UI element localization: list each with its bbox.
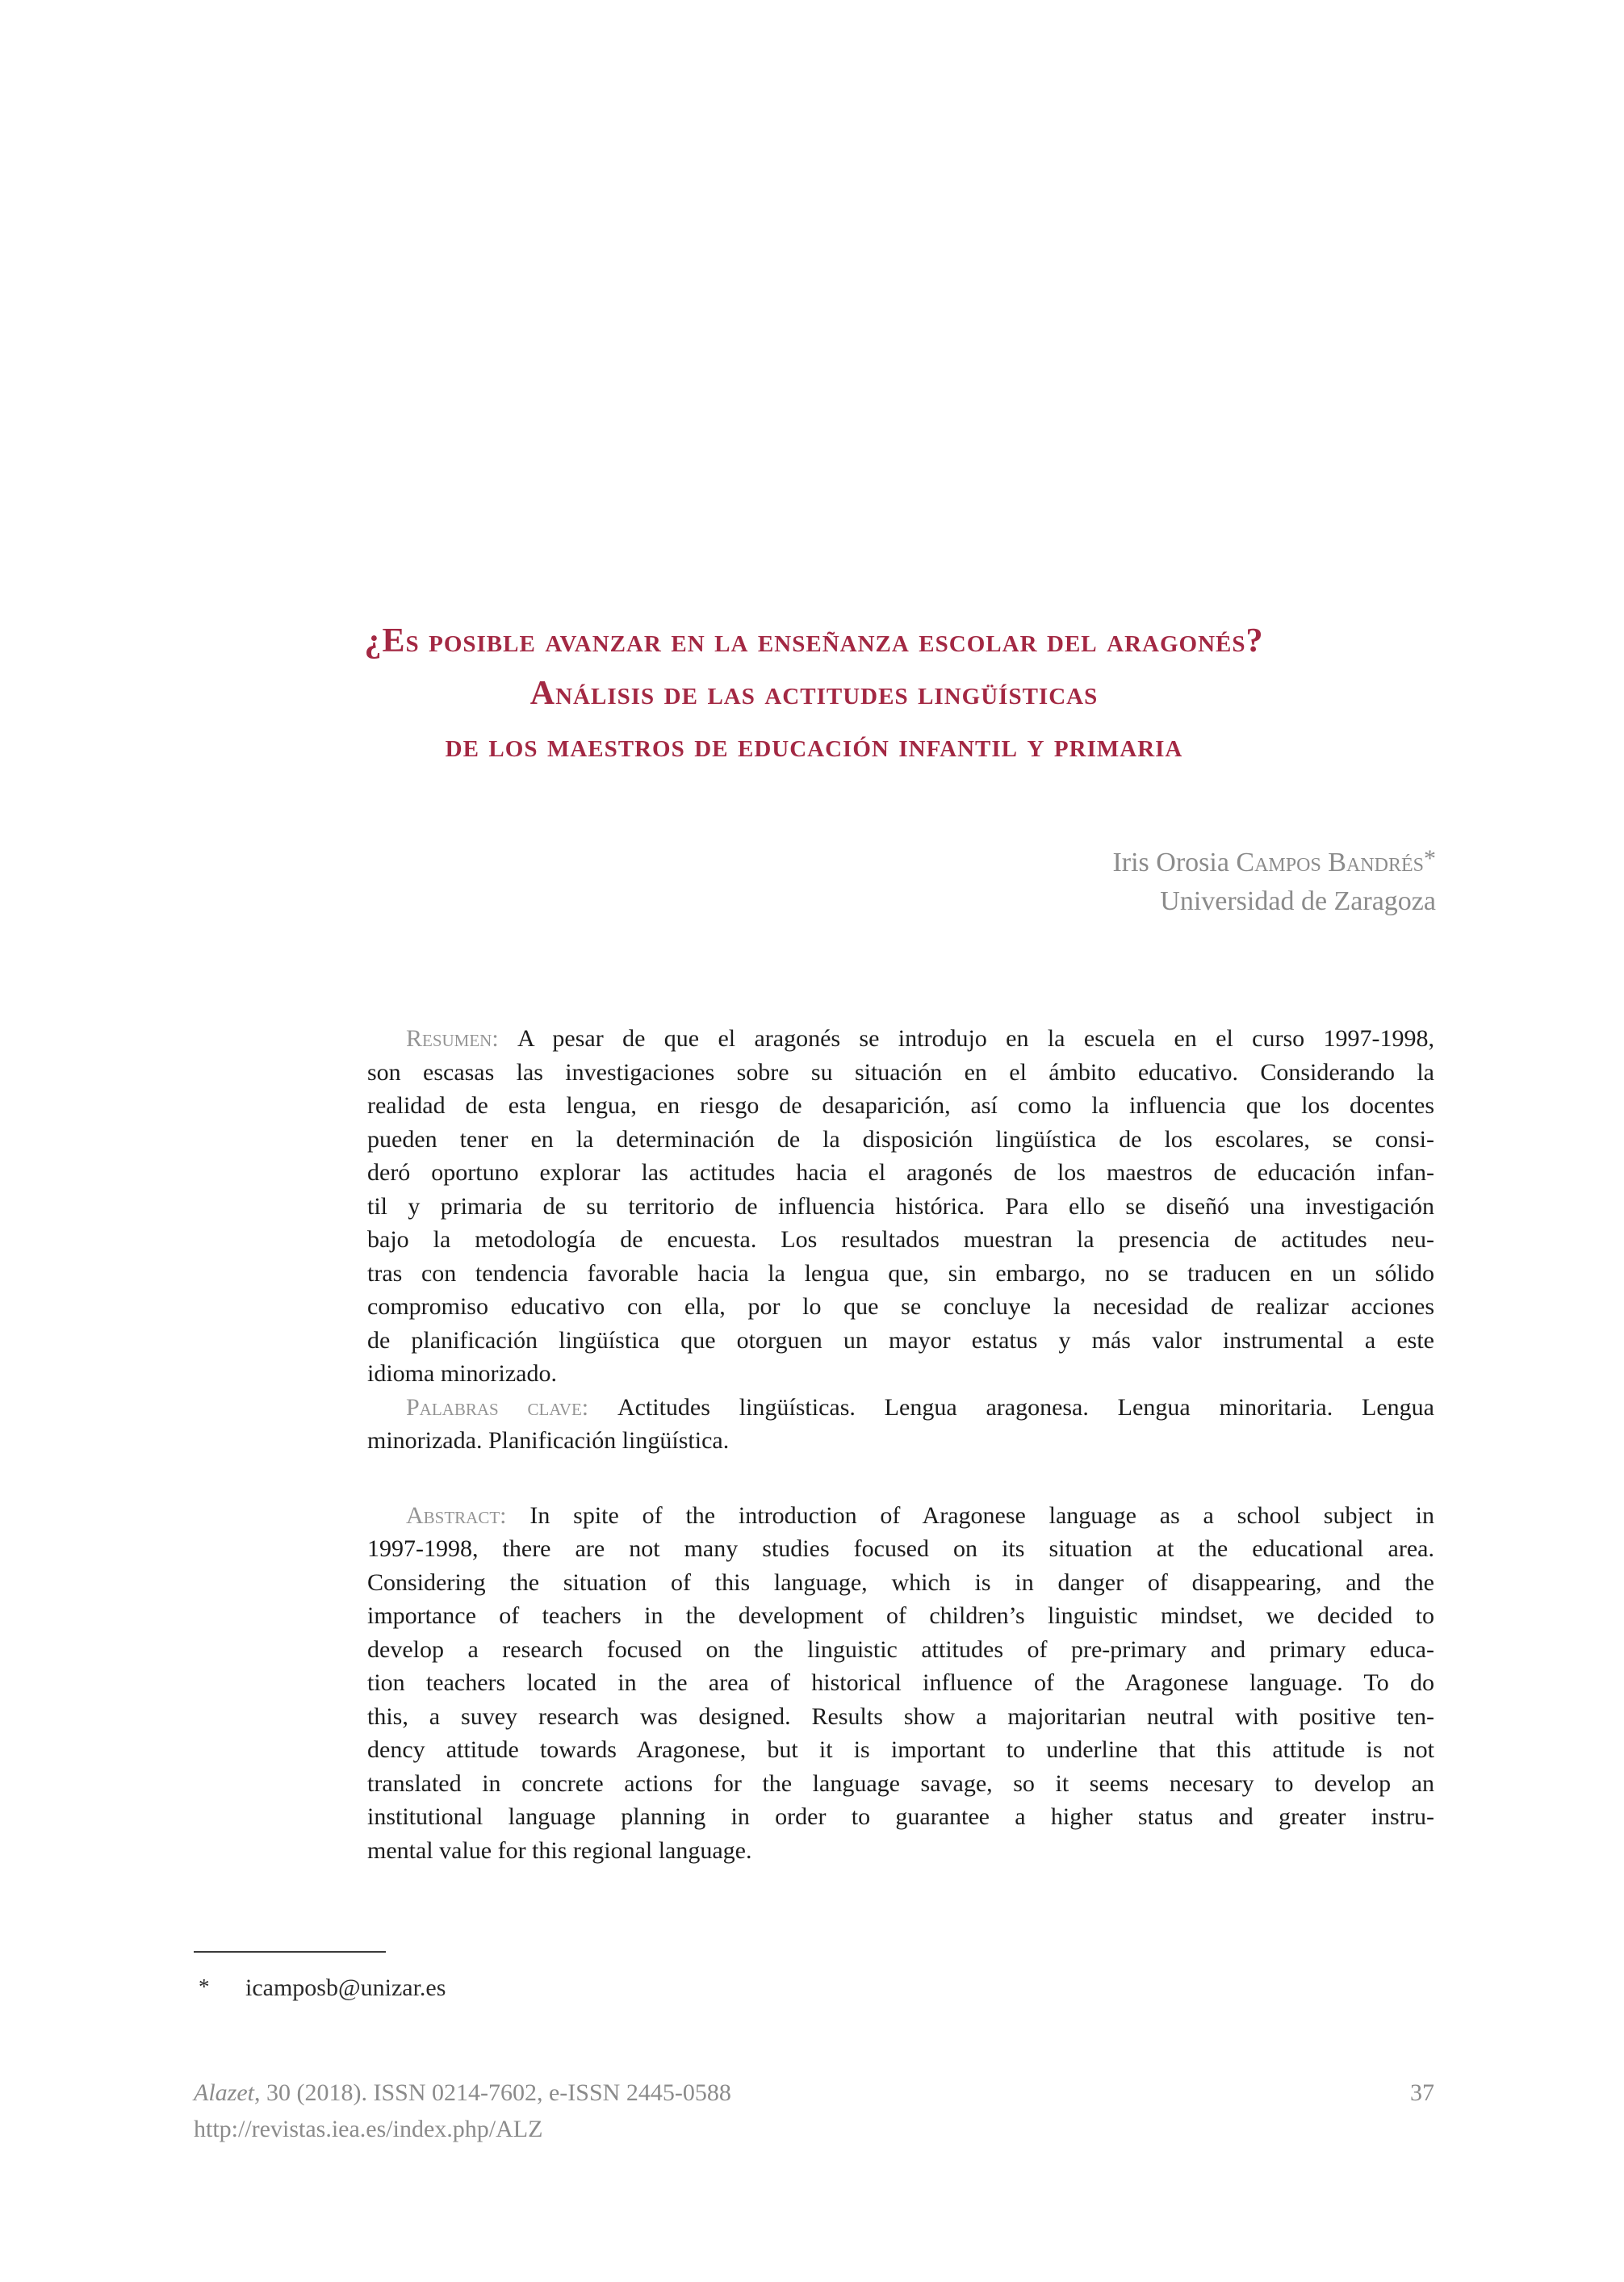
journal-citation-rest: , 30 (2018). ISSN 0214-7602, e-ISSN 2445-0588 (254, 2079, 731, 2106)
section-label: Resumen: (406, 1025, 518, 1052)
resumen-paragraph (367, 1022, 1434, 1391)
abstract-paragraph (367, 1499, 1434, 1868)
page-number: 37 (1410, 2079, 1434, 2106)
page-footer (194, 2075, 1434, 2147)
text-line: son escasas las investigaciones sobre su situación en el ámbito educativo. Considerando la (367, 1058, 1434, 1086)
journal-name: Alazet (194, 2079, 254, 2106)
text-line: ¿Es posible avanzar en la enseñanza escolar del aragonés? (364, 622, 1264, 659)
author-given-name: Iris Orosia (1112, 848, 1237, 877)
text-line: this, a suvey research was designed. Results show a majoritarian neutral with positive ten- (367, 1702, 1434, 1730)
text-line: til y primaria de su territorio de influencia histórica. Para ello se diseñó una investigación (367, 1192, 1434, 1220)
text-line: de planificación lingüística que otorguen un mayor estatus y más valor instrumental a este (367, 1326, 1434, 1354)
text-line: institutional language planning in order to guarantee a higher status and greater instru- (367, 1803, 1434, 1830)
text-line: Resumen: A pesar de que el aragonés se introdujo en la escuela en el curso 1997-1998, (406, 1025, 1434, 1052)
author-family-name: Campos Bandrés (1236, 848, 1424, 877)
text-line: mental value for this regional language. (367, 1836, 752, 1864)
text-line: minorizada. Planificación lingüística. (367, 1427, 730, 1454)
text-line: tras con tendencia favorable hacia la lengua que, sin embargo, no se traducen en un sólido (367, 1259, 1434, 1287)
footnote (194, 1974, 446, 2002)
text-line: 1997-1998, there are not many studies focused on its situation at the educational area. (367, 1535, 1434, 1562)
section-label: Palabras clave: (406, 1393, 617, 1421)
text-line: Palabras clave: Actitudes lingüísticas. Lengua aragonesa. Lengua minoritaria. Lengua (406, 1393, 1434, 1421)
footnote-email: icamposb@unizar.es (245, 1974, 446, 2001)
author-block (1112, 840, 1436, 921)
section-label: Abstract: (406, 1501, 530, 1529)
text-line: Abstract: In spite of the introduction of Aragonese language as a school subject in (406, 1501, 1434, 1529)
author-affiliation: Universidad de Zaragoza (1160, 886, 1436, 916)
text-line: bajo la metodología de encuesta. Los resultados muestran la presencia de actitudes neu- (367, 1226, 1434, 1253)
text-line: pueden tener en la determinación de la disposición lingüística de los escolares, se consi- (367, 1125, 1434, 1153)
footnote-mark: * (199, 1974, 210, 1999)
text-line: de los maestros de educación infantil y primaria (445, 727, 1183, 764)
text-line: translated in concrete actions for the language savage, so it seems necesary to develop an (367, 1769, 1434, 1797)
text-line: Análisis de las actitudes lingüísticas (529, 675, 1099, 712)
author-footnote-mark: * (1424, 845, 1436, 872)
text-line: deró oportuno explorar las actitudes hacia el aragonés de los maestros de educación infan- (367, 1159, 1434, 1186)
keywords-paragraph (367, 1391, 1434, 1458)
text-line: realidad de esta lengua, en riesgo de desaparición, así como la influencia que los docentes (367, 1092, 1434, 1119)
text-line: develop a research focused on the linguistic attitudes of pre-primary and primary educa- (367, 1635, 1434, 1663)
text-line: Considering the situation of this language, which is in danger of disappearing, and the (367, 1568, 1434, 1596)
footnote-rule (194, 1951, 386, 1953)
author-name (1112, 840, 1436, 882)
article-title (194, 615, 1434, 773)
text-line: compromiso educativo con ella, por lo que se concluye la necesidad de realizar acciones (367, 1293, 1434, 1320)
text-line: idioma minorizado. (367, 1360, 557, 1387)
journal-url: http://revistas.iea.es/index.php/ALZ (194, 2116, 543, 2142)
text-line: importance of teachers in the development of children’s linguistic mindset, we decided to (367, 1602, 1434, 1629)
abstract-section (367, 1022, 1434, 1867)
text-line: tion teachers located in the area of historical influence of the Aragonese language. To do (367, 1669, 1434, 1696)
text-line: dency attitude towards Aragonese, but it is important to underline that this attitude is not (367, 1736, 1434, 1763)
journal-citation (194, 2075, 1434, 2111)
